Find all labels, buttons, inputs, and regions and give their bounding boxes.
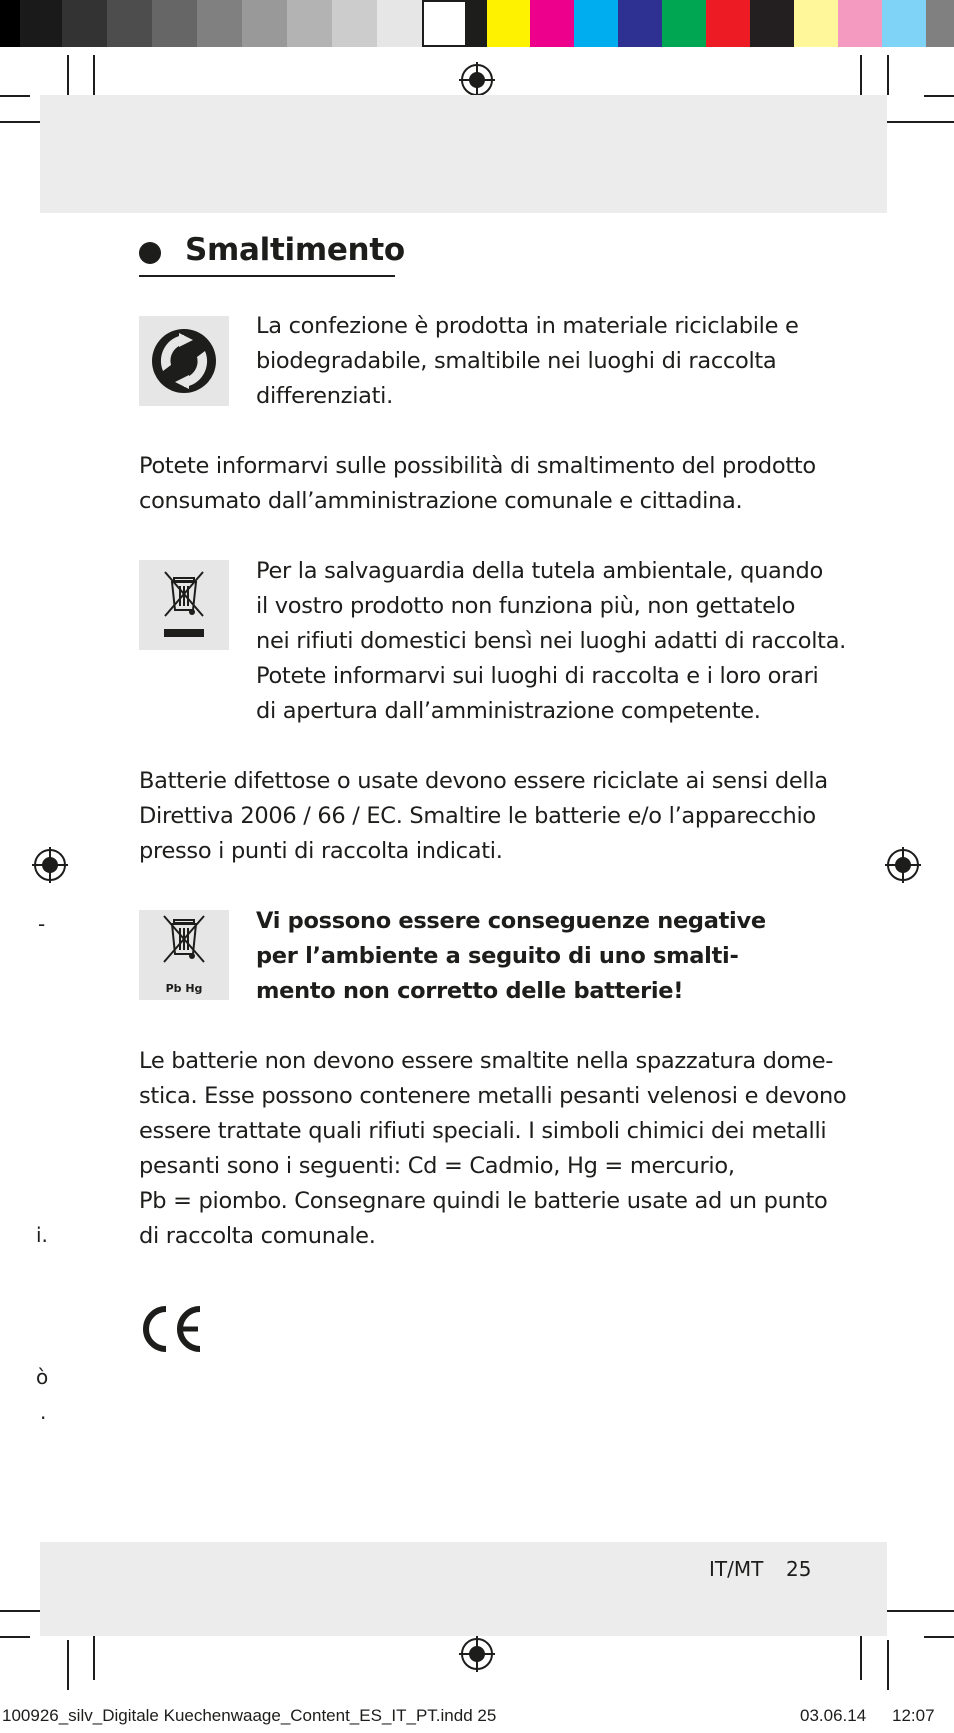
footer-language: IT/MT <box>709 1557 764 1581</box>
weee-icon-box <box>139 560 229 650</box>
registration-mark-icon <box>459 1636 495 1672</box>
separator-swatch <box>467 0 487 47</box>
block2-text <box>256 554 846 729</box>
paragraph-1 <box>139 449 816 519</box>
text-line: Pb = piombo. Consegnare quindi le batterie usate ad un punto <box>139 1188 828 1214</box>
color-swatch-pink <box>838 0 882 47</box>
color-swatch-blue <box>618 0 662 47</box>
text-line: nei rifiuti domestici bensì nei luoghi adatti di raccolta. <box>256 628 847 654</box>
color-swatch-cyan <box>574 0 618 47</box>
gray-swatch <box>62 0 107 47</box>
text-line: Potete informarvi sulle possibilità di smaltimento del prodotto <box>139 453 816 479</box>
registration-mark-icon <box>32 847 68 883</box>
text-line: differenziati. <box>256 383 393 409</box>
crop-mark <box>880 1610 954 1612</box>
block3-warning <box>256 904 766 1009</box>
slug-time: 12:07 <box>892 1706 935 1725</box>
gray-swatch <box>377 0 422 47</box>
pb-hg-label: Pb Hg <box>165 982 203 995</box>
heading-underline <box>139 275 395 277</box>
color-swatch-light-cyan <box>882 0 926 47</box>
section-title: Smaltimento <box>185 232 405 268</box>
margin-fragment: ò <box>36 1365 49 1389</box>
gray-swatch <box>197 0 242 47</box>
gray-swatch <box>422 0 467 47</box>
crop-mark <box>0 95 30 97</box>
registration-mark-icon <box>459 62 495 98</box>
slug-date: 03.06.14 <box>800 1706 867 1725</box>
crop-mark <box>67 1640 69 1690</box>
crop-mark <box>887 55 889 95</box>
warning-line: mento non corretto delle batterie! <box>256 978 684 1004</box>
gray-swatch <box>107 0 152 47</box>
text-line: pesanti sono i seguenti: Cd = Cadmio, Hg = mercurio, <box>139 1153 735 1179</box>
warning-line: Vi possono essere conseguenze negative <box>256 908 766 934</box>
text-line: stica. Esse possono contenere metalli pesanti velenosi e devono <box>139 1083 847 1109</box>
header-band <box>40 95 887 213</box>
color-swatch-green <box>662 0 706 47</box>
text-line: consumato dall’amministrazione comunale e cittadina. <box>139 488 743 514</box>
heading-bullet <box>139 242 161 264</box>
recycling-icon-box <box>139 316 229 406</box>
text-line: il vostro prodotto non funziona più, non gettatelo <box>256 593 796 619</box>
warning-line: per l’ambiente a seguito di uno smalti- <box>256 943 739 969</box>
gray-swatch <box>0 0 20 47</box>
crop-mark <box>887 1640 889 1690</box>
battery-disposal-bin-icon <box>139 910 229 1000</box>
text-line: biodegradabile, smaltibile nei luoghi di raccolta <box>256 348 777 374</box>
gray-swatch <box>332 0 377 47</box>
paragraph-2 <box>139 764 828 869</box>
crop-mark <box>860 1630 862 1680</box>
color-swatch-light-yellow <box>794 0 838 47</box>
gray-swatch <box>287 0 332 47</box>
color-swatch-magenta <box>530 0 574 47</box>
crop-mark <box>0 1636 30 1638</box>
text-line: essere trattate quali rifiuti speciali. I simboli chimici dei metalli <box>139 1118 827 1144</box>
color-swatch-yellow <box>487 0 530 47</box>
text-line: presso i punti di raccolta indicati. <box>139 838 503 864</box>
gray-swatch <box>242 0 287 47</box>
gray-swatch <box>20 0 62 47</box>
crop-mark <box>880 121 954 123</box>
color-calibration-bar <box>0 0 954 47</box>
paragraph-3 <box>139 1044 846 1254</box>
color-swatch-gray <box>926 0 954 47</box>
margin-fragment: i. <box>36 1223 48 1247</box>
green-dot-recycling-icon <box>139 316 229 406</box>
gray-swatch <box>152 0 197 47</box>
text-line: La confezione è prodotta in materiale riciclabile e <box>256 313 799 339</box>
crop-mark <box>924 95 954 97</box>
text-line: Batterie difettose o usate devono essere riciclate ai sensi della <box>139 768 828 794</box>
crop-mark <box>67 55 69 95</box>
text-line: Le batterie non devono essere smaltite nella spazzatura dome- <box>139 1048 834 1074</box>
text-line: Per la salvaguardia della tutela ambientale, quando <box>256 558 823 584</box>
battery-icon-box <box>139 910 229 1000</box>
block1-text <box>256 309 799 414</box>
text-line: di apertura dall’amministrazione competente. <box>256 698 761 724</box>
margin-fragment: - <box>38 912 46 936</box>
slug-filename: 100926_silv_Digitale Kuechenwaage_Content_ES_IT_PT.indd 25 <box>2 1706 497 1725</box>
color-swatch-black <box>750 0 794 47</box>
registration-mark-icon <box>885 847 921 883</box>
crop-mark <box>93 1630 95 1680</box>
crop-mark <box>924 1636 954 1638</box>
color-swatch-red <box>706 0 750 47</box>
footer-page-number: 25 <box>786 1557 812 1581</box>
crossed-out-wheelie-bin-icon <box>139 560 229 650</box>
text-line: Potete informarvi sui luoghi di raccolta e i loro orari <box>256 663 819 689</box>
ce-mark-icon <box>138 1305 204 1353</box>
margin-fragment: . <box>40 1400 47 1424</box>
text-line: di raccolta comunale. <box>139 1223 376 1249</box>
text-line: Direttiva 2006 / 66 / EC. Smaltire le batterie e/o l’apparecchio <box>139 803 816 829</box>
